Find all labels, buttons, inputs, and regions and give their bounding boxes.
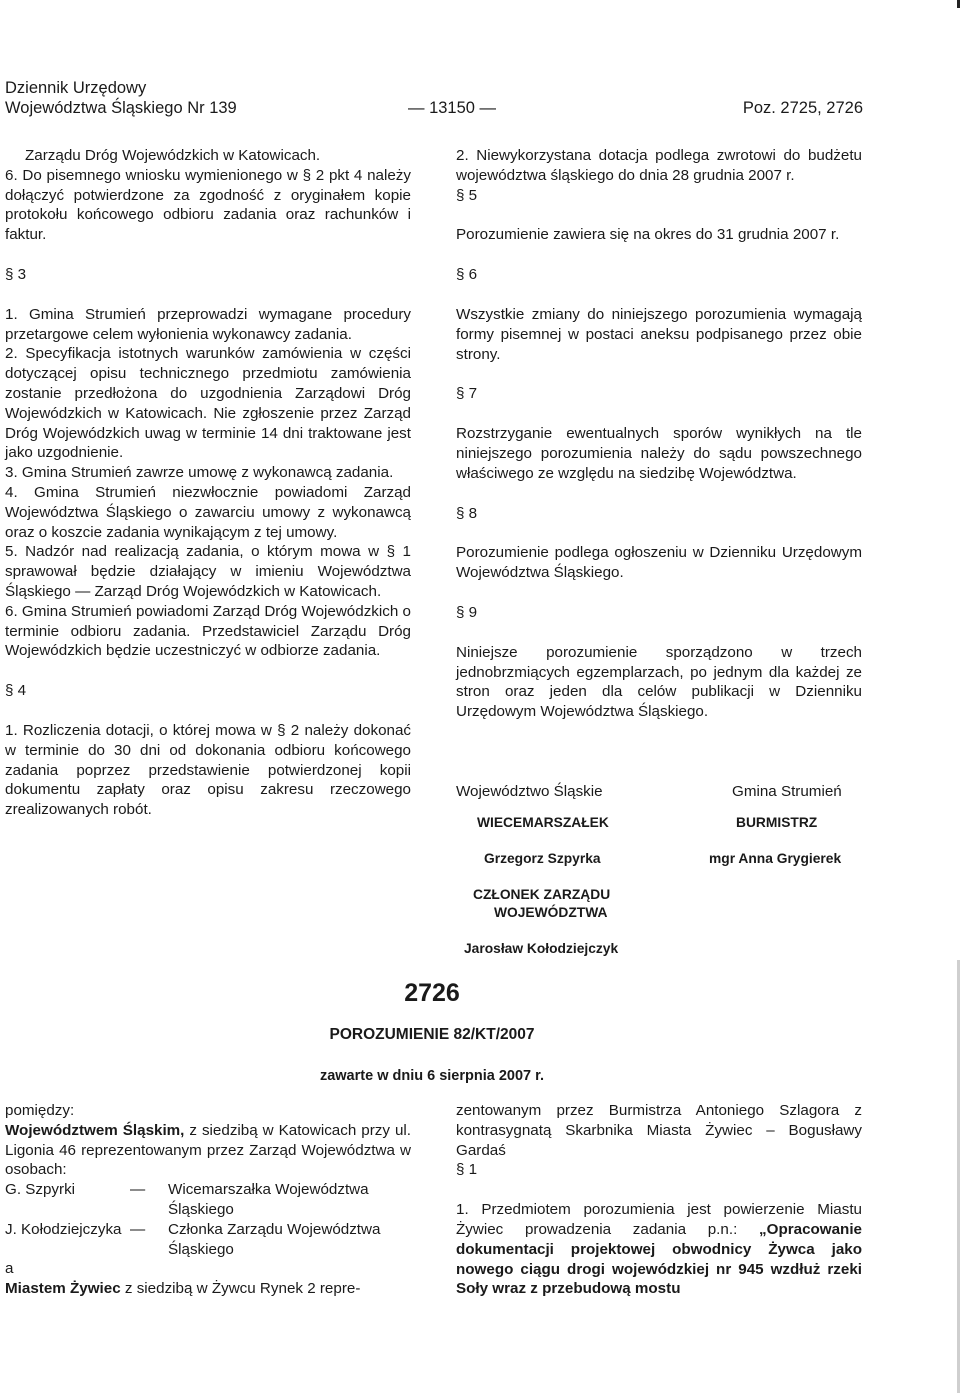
paragraph-3-2: 2. Specyfikacja istotnych warunków zamówienia w części dotyczącej opisu technicznego przedmiotu zamówienia zostanie przedłożona do uzgodnienia Zarządowi Dróg Wojewódzkich w Katowicach. Nie zgłoszenie przez Zarząd Dróg Wojewódzkich uwag w terminie 14 dni traktowane jest jako uzgodnienie. <box>5 345 411 462</box>
journal-line-1: Dziennik Urzędowy <box>5 79 147 97</box>
left-column <box>5 146 411 820</box>
representative-2 <box>5 1220 411 1260</box>
signature-title-left-2b: WOJEWÓDZTWA <box>494 905 608 920</box>
paragraph-4-2: 2. Niewykorzystana dotacja podlega zwrotowi do budżetu województwa śląskiego do dnia 28 grudnia 2007 r. <box>456 147 862 184</box>
journal-line-2: Województwa Śląskiego Nr 139 <box>5 99 237 117</box>
document-date: zawarte w dniu 6 sierpnia 2007 r. <box>319 1068 545 1084</box>
signature-party-right: Gmina Strumień <box>732 783 842 800</box>
representative-2-dash: — <box>130 1220 146 1238</box>
position-number: Poz. 2725, 2726 <box>742 99 863 117</box>
party-2-continuation: zentowanym przez Burmistrza Antoniego Szlagora z kontrasygnatą Skarbnika Miasta Żywiec – Bogusławy Gardaś <box>456 1102 862 1159</box>
paragraph-5: Porozumienie zawiera się na okres do 31 grudnia 2007 r. <box>456 226 840 244</box>
bottom-right-column <box>456 1101 862 1299</box>
signature-title-left: WIECEMARSZAŁEK <box>477 815 609 830</box>
party-1-details: z siedzibą w Katowicach przy ul. Ligonia 46 reprezentowanym przez Zarząd Województwa w osobach: <box>5 1121 411 1179</box>
paragraph-1-1-task: „Opracowanie dokumentacji projektowej obwodnicy Żywca jako nowego ciągu drogi wojewódzkiej nr 945 wzdłuż rzeki Soły wraz z przebudową mostu <box>456 1220 862 1298</box>
paragraph-8: Porozumienie podlega ogłoszeniu w Dzienniku Urzędowym Województwa Śląskiego. <box>456 544 862 582</box>
signature-title-left-2a: CZŁONEK ZARZĄDU <box>473 887 611 902</box>
party-2-details: z siedzibą w Żywcu Rynek 2 repre- <box>124 1280 361 1298</box>
section-9-heading: § 9 <box>456 603 478 621</box>
representative-1-name: G. Szpyrki <box>5 1181 76 1199</box>
section-5-heading: § 5 <box>456 186 478 204</box>
paragraph-2-6: 6. Do pisemnego wniosku wymienionego w § 2 pkt 4 należy dołączyć potwierdzone za zgodność z oryginałem kopie protokołu końcowego odbioru zadania oraz rachunków i faktur. <box>5 166 411 244</box>
signature-name-left-2: Jarosław Kołodziejczyk <box>464 941 619 956</box>
representative-1 <box>5 1180 411 1220</box>
paragraph-3-6: 6. Gmina Strumień powiadomi Zarząd Dróg Wojewódzkich o terminie odbioru zadania. Przedstawiciel Zarządu Dróg Wojewódzkich będzie uczestniczyć w odbiorze zadania. <box>5 602 411 660</box>
section-4-heading: § 4 <box>5 682 27 700</box>
and-conjunction: a <box>5 1260 14 1278</box>
section-7-heading: § 7 <box>456 385 478 403</box>
party-2 <box>5 1279 411 1299</box>
paragraph-6: Wszystkie zmiany do niniejszego porozumienia wymagają formy pisemnej w postaci aneksu podpisanego przez obie strony. <box>456 305 862 363</box>
party-2-name: Miastem Żywiec <box>5 1280 121 1298</box>
representative-2-name: J. Kołodziejczyka <box>5 1220 122 1238</box>
section-6-heading: § 6 <box>456 266 478 284</box>
paragraph-1-1-text: 1. Przedmiotem porozumienia jest powierzenie Miastu Żywiec prowadzenia zadania p.n.: <box>456 1201 862 1238</box>
section-8-heading: § 8 <box>456 504 478 522</box>
party-1-name: Województwem Śląskim, <box>5 1121 185 1139</box>
signature-party-left: Województwo Śląskie <box>456 783 603 800</box>
signature-name-right: mgr Anna Grygierek <box>709 851 842 866</box>
document-number: 2726 <box>404 979 460 1007</box>
signature-title-right: BURMISTRZ <box>736 815 818 830</box>
party-1 <box>5 1121 411 1180</box>
signature-name-left: Grzegorz Szpyrka <box>484 851 601 866</box>
paragraph-7: Rozstrzyganie ewentualnych sporów wynikłych na tle niniejszego porozumienia należy do sądu powszechnego właściwego ze względu na siedzibę Województwa. <box>456 425 862 482</box>
paragraph-3-3: 3. Gmina Strumień zawrze umowę z wykonawcą zadania. <box>5 464 394 482</box>
paragraph-3-5: 5. Nadzór nad realizacją zadania, o którym mowa w § 1 sprawował będzie działający w imieniu Województwa Śląskiego — Zarząd Dróg Wojewódzkich w Katowicach. <box>5 543 411 600</box>
paragraph-3-1: 1. Gmina Strumień przeprowadzi wymagane procedury przetargowe celem wyłonienia wykonawcy zadania. <box>5 305 411 343</box>
section-1-heading: § 1 <box>456 1161 478 1179</box>
page-number: — 13150 — <box>408 99 497 117</box>
section-3-heading: § 3 <box>5 265 27 283</box>
paragraph-9: Niniejsze porozumienie sporządzono w trzech jednobrzmiących egzemplarzach, po jednym dla każdej ze stron oraz jeden dla celów publikacji w Dzienniku Urzędowym Województwa Śląskiego. <box>456 643 862 721</box>
journal-title <box>5 78 237 118</box>
paragraph-4-1: 1. Rozliczenia dotacji, o której mowa w § 2 należy dokonać w terminie do 30 dni od dokonania odbioru końcowego zadania poprzez przedstawienie potwierdzonej kopii dokumentu zapłaty oraz opisu zakresu rzeczowego zrealizowanych robót. <box>5 721 411 819</box>
representative-1-dash: — <box>130 1181 146 1199</box>
right-column <box>456 146 862 722</box>
paragraph-1-1 <box>456 1200 862 1299</box>
document-title: POROZUMIENIE 82/KT/2007 <box>329 1026 535 1043</box>
paragraph-3-4: 4. Gmina Strumień niezwłocznie powiadomi Zarząd Województwa Śląskiego o zawarciu umowy z wykonawcą oraz o koszcie zadania wynikającym z tej umowy. <box>5 483 411 541</box>
representative-2-role: Członka Zarządu Województwa Śląskiego <box>168 1220 381 1258</box>
bottom-left-column <box>5 1101 411 1299</box>
between-label: pomiędzy: <box>5 1102 75 1119</box>
representative-1-role: Wicemarszałka Województwa Śląskiego <box>168 1181 369 1218</box>
paragraph-zarzad: Zarządu Dróg Wojewódzkich w Katowicach. <box>25 147 321 164</box>
